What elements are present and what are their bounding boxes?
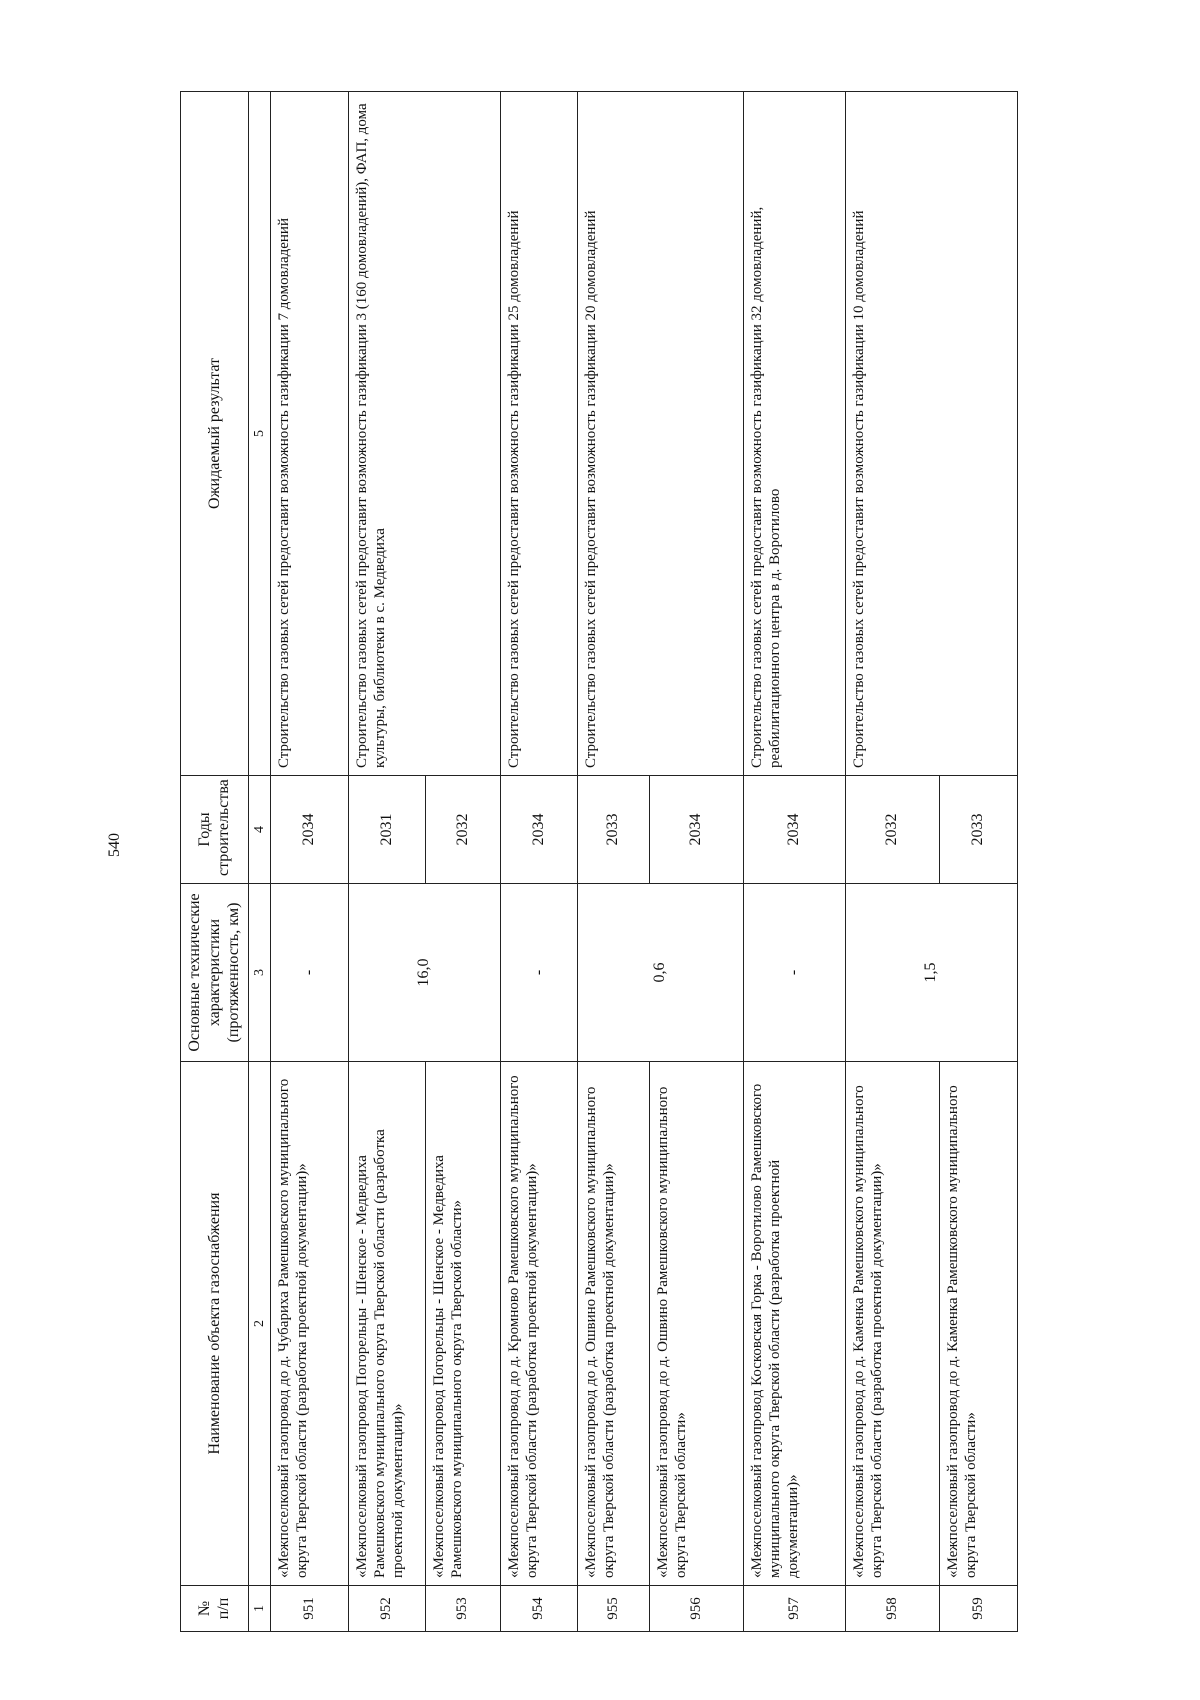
length-value: 0,6 [577,884,743,1062]
row-number: 958 [845,1586,939,1632]
construction-year: 2032 [425,776,500,884]
header-characteristics: Основные технические характеристики (протяженность, км) [181,884,249,1062]
header-object-name: Наименование объекта газоснабжения [181,1062,249,1586]
object-name: «Межпоселковый газопровод до д. Чубариха Рамешковского муниципального округа Тверской области (разработка проектной документации)» [270,1062,348,1586]
page-number: 540 [106,833,123,857]
expected-result: Строительство газовых сетей предоставит возможность газификации 20 домовладений [577,92,743,776]
expected-result: Строительство газовых сетей предоставит возможность газификации 32 домовладений, реабилитационного центра в д. Воротилово [743,92,845,776]
length-value: 1,5 [845,884,1017,1062]
table-row [577,92,649,1632]
construction-year: 2034 [500,776,577,884]
row-number: 951 [270,1586,348,1632]
construction-year: 2031 [348,776,425,884]
object-name: «Межпоселковый газопровод до д. Ошвино Рамешковского муниципального округа Тверской области» [649,1062,743,1586]
expected-result: Строительство газовых сетей предоставит возможность газификации 25 домовладений [500,92,577,776]
row-number: 952 [348,1586,425,1632]
row-number: 956 [649,1586,743,1632]
table-header-row [181,92,249,1632]
construction-year: 2034 [743,776,845,884]
row-number: 954 [500,1586,577,1632]
column-number: 5 [248,92,270,776]
table-row [845,92,939,1632]
table-row [348,92,425,1632]
table-row [500,92,577,1632]
row-number: 955 [577,1586,649,1632]
object-name: «Межпоселковый газопровод до д. Каменка Рамешковского муниципального округа Тверской области (разработка проектной документации)» [845,1062,939,1586]
object-name: «Межпоселковый газопровод Погорельцы - Шенское - Медведиха Рамешковского муниципального округа Тверской области» [425,1062,500,1586]
construction-year: 2033 [577,776,649,884]
object-name: «Межпоселковый газопровод Косковская Горка - Воротилово Рамешковского муниципального округа Тверской области (разработка проектной документации)» [743,1062,845,1586]
object-name: «Межпоселковый газопровод до д. Ошвино Рамешковского муниципального округа Тверской области (разработка проектной документации)» [577,1062,649,1586]
object-name: «Межпоселковый газопровод до д. Кромново Рамешковского муниципального округа Тверской области (разработка проектной документации)» [500,1062,577,1586]
header-number: № п/п [181,1586,249,1632]
construction-year: 2034 [649,776,743,884]
expected-result: Строительство газовых сетей предоставит возможность газификации 7 домовладений [270,92,348,776]
object-name: «Межпоселковый газопровод до д. Каменка Рамешковского муниципального округа Тверской области» [939,1062,1017,1586]
row-number: 959 [939,1586,1017,1632]
construction-year: 2032 [845,776,939,884]
length-value: - [270,884,348,1062]
length-value: - [743,884,845,1062]
column-number: 4 [248,776,270,884]
header-years: Годы строительства [181,776,249,884]
construction-year: 2033 [939,776,1017,884]
gas-supply-table [180,91,1018,1632]
table-row [270,92,348,1632]
column-number: 2 [248,1062,270,1586]
expected-result: Строительство газовых сетей предоставит возможность газификации 3 (160 домовладений), ФАП, дома культуры, библиотеки в с. Медведиха [348,92,500,776]
header-result: Ожидаемый результат [181,92,249,776]
column-number-row [248,92,270,1632]
row-number: 953 [425,1586,500,1632]
column-number: 3 [248,884,270,1062]
expected-result: Строительство газовых сетей предоставит возможность газификации 10 домовладений [845,92,1017,776]
length-value: 16,0 [348,884,500,1062]
table-row [743,92,845,1632]
column-number: 1 [248,1586,270,1632]
construction-year: 2034 [270,776,348,884]
length-value: - [500,884,577,1062]
object-name: «Межпоселковый газопровод Погорельцы - Шенское - Медведиха Рамешковского муниципального округа Тверской области (разработка проектной документации)» [348,1062,425,1586]
row-number: 957 [743,1586,845,1632]
